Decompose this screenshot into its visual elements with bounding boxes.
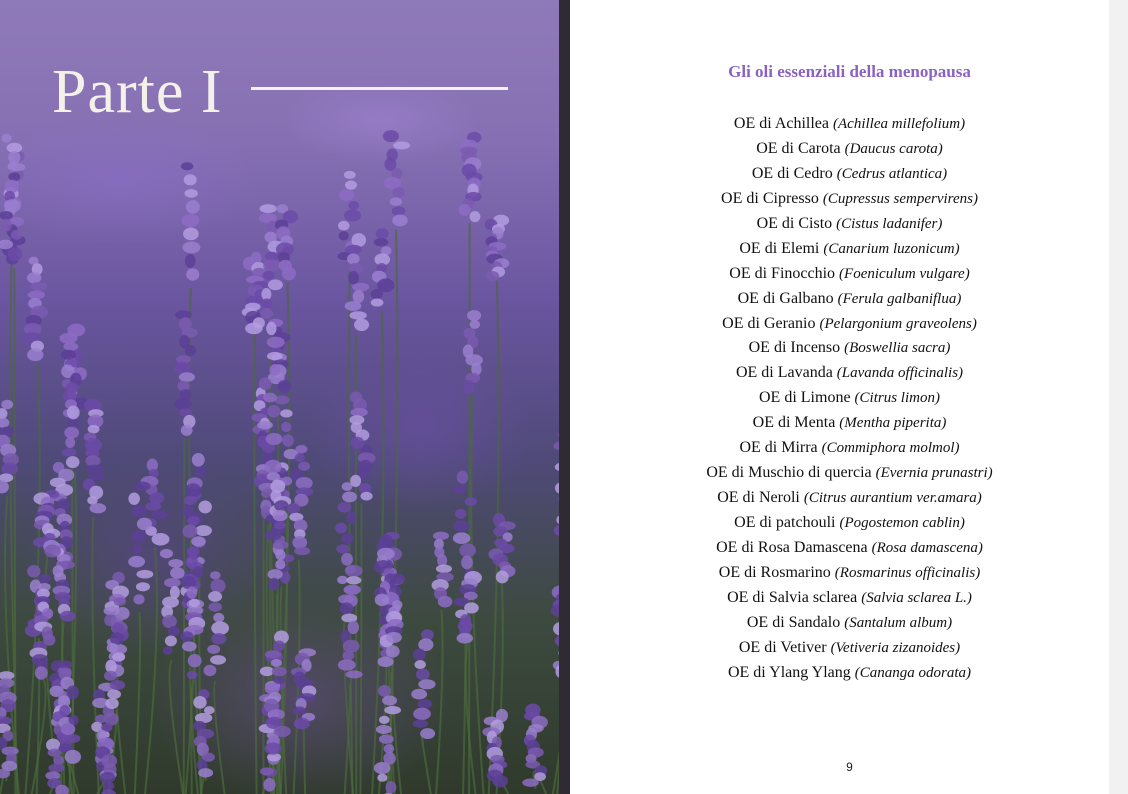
oil-latin-name: (Foeniculum vulgare) bbox=[839, 265, 970, 282]
oil-list-item bbox=[570, 436, 1128, 461]
oil-list-item bbox=[570, 636, 1128, 661]
oil-latin-name: (Citrus limon) bbox=[854, 390, 940, 407]
oil-list-item bbox=[570, 461, 1128, 486]
oil-list-item bbox=[570, 586, 1128, 611]
oil-list-item bbox=[570, 212, 1128, 237]
oil-list-item bbox=[570, 187, 1128, 212]
oil-list-item bbox=[570, 411, 1128, 436]
oil-name: OE di Rosa Damascena bbox=[716, 538, 868, 556]
oil-latin-name: (Mentha piperita) bbox=[839, 415, 947, 432]
book-gutter bbox=[559, 0, 570, 794]
oil-latin-name: (Boswellia sacra) bbox=[844, 340, 951, 357]
oil-name: OE di Lavanda bbox=[735, 364, 833, 382]
oil-list-item bbox=[570, 312, 1128, 337]
oil-name: OE di Geranio bbox=[722, 314, 816, 332]
oil-name: OE di Sandalo bbox=[746, 613, 841, 631]
oil-latin-name: (Rosa damascena) bbox=[871, 539, 983, 556]
page-number: 9 bbox=[846, 760, 853, 774]
oil-latin-name: (Canarium luzonicum) bbox=[823, 240, 960, 257]
oil-latin-name: (Santalum album) bbox=[844, 614, 953, 631]
oil-latin-name: (Cedrus atlantica) bbox=[836, 165, 948, 182]
essential-oils-list bbox=[570, 112, 1128, 686]
oil-list-item bbox=[570, 511, 1128, 536]
oil-latin-name: (Cupressus sempervirens) bbox=[822, 190, 978, 207]
oil-name: OE di Limone bbox=[759, 389, 851, 407]
oil-name: OE di Vetiver bbox=[738, 638, 827, 656]
oil-list-item bbox=[570, 486, 1128, 511]
oil-name: OE di Cipresso bbox=[721, 189, 819, 207]
oil-latin-name: (Evernia prunastri) bbox=[875, 465, 993, 482]
oil-latin-name: (Lavanda officinalis) bbox=[836, 365, 964, 382]
oil-name: OE di Neroli bbox=[717, 489, 800, 507]
oil-list-item bbox=[570, 162, 1128, 187]
oil-name: OE di Mirra bbox=[739, 439, 818, 457]
oil-name: OE di Salvia sclarea bbox=[727, 588, 858, 606]
oil-name: OE di Carota bbox=[756, 139, 841, 157]
oil-list-item bbox=[570, 137, 1128, 162]
oil-list-item bbox=[570, 386, 1128, 411]
section-title: Gli oli essenziali della menopausa bbox=[728, 62, 971, 81]
oil-list-item bbox=[570, 237, 1128, 262]
title-underline-rule bbox=[251, 87, 508, 90]
oil-name: OE di Muschio di quercia bbox=[706, 464, 872, 482]
oil-latin-name: (Pogostemon cablin) bbox=[839, 515, 965, 531]
oil-name: OE di Finocchio bbox=[729, 264, 836, 282]
oil-latin-name: (Ferula galbaniflua) bbox=[837, 290, 962, 307]
oil-name: OE di Cisto bbox=[756, 214, 833, 232]
oil-name: OE di Galbano bbox=[737, 289, 834, 307]
oil-latin-name: (Citrus aurantium ver.amara) bbox=[803, 490, 982, 507]
oil-latin-name: (Pelargonium graveolens) bbox=[819, 315, 977, 332]
oil-name: OE di Incenso bbox=[748, 339, 841, 357]
oil-latin-name: (Achillea millefolium) bbox=[833, 116, 966, 132]
oil-name: OE di Ylang Ylang bbox=[727, 663, 851, 681]
oil-list-item bbox=[570, 336, 1128, 361]
oil-name: OE di Cedro bbox=[751, 164, 833, 182]
oil-list-item bbox=[570, 536, 1128, 561]
part-title: Parte I bbox=[52, 58, 223, 126]
oil-list-item bbox=[570, 112, 1128, 137]
oil-list-item bbox=[570, 287, 1128, 312]
oil-list-item bbox=[570, 561, 1128, 586]
oil-latin-name: (Commiphora molmol) bbox=[821, 440, 960, 457]
oil-list-item bbox=[570, 262, 1128, 287]
oil-latin-name: (Cananga odorata) bbox=[854, 664, 972, 681]
oil-latin-name: (Salvia sclarea L.) bbox=[861, 589, 972, 606]
text-page bbox=[570, 0, 1109, 794]
oil-latin-name: (Daucus carota) bbox=[844, 140, 943, 157]
oil-list-item bbox=[570, 361, 1128, 386]
oil-name: OE di Elemi bbox=[739, 239, 820, 257]
oil-name: OE di patchouli bbox=[734, 514, 836, 531]
oil-latin-name: (Cistus ladanifer) bbox=[836, 215, 943, 232]
oil-list-item bbox=[570, 661, 1128, 686]
oil-name: OE di Achillea bbox=[733, 115, 830, 132]
oil-name: OE di Rosmarino bbox=[718, 563, 831, 581]
lavender-photo-page bbox=[0, 0, 559, 794]
oil-latin-name: (Rosmarinus officinalis) bbox=[834, 564, 981, 581]
page-edge bbox=[1109, 0, 1128, 794]
oil-name: OE di Menta bbox=[752, 414, 836, 432]
oil-latin-name: (Vetiveria zizanoides) bbox=[830, 639, 961, 656]
oil-list-item bbox=[570, 611, 1128, 636]
